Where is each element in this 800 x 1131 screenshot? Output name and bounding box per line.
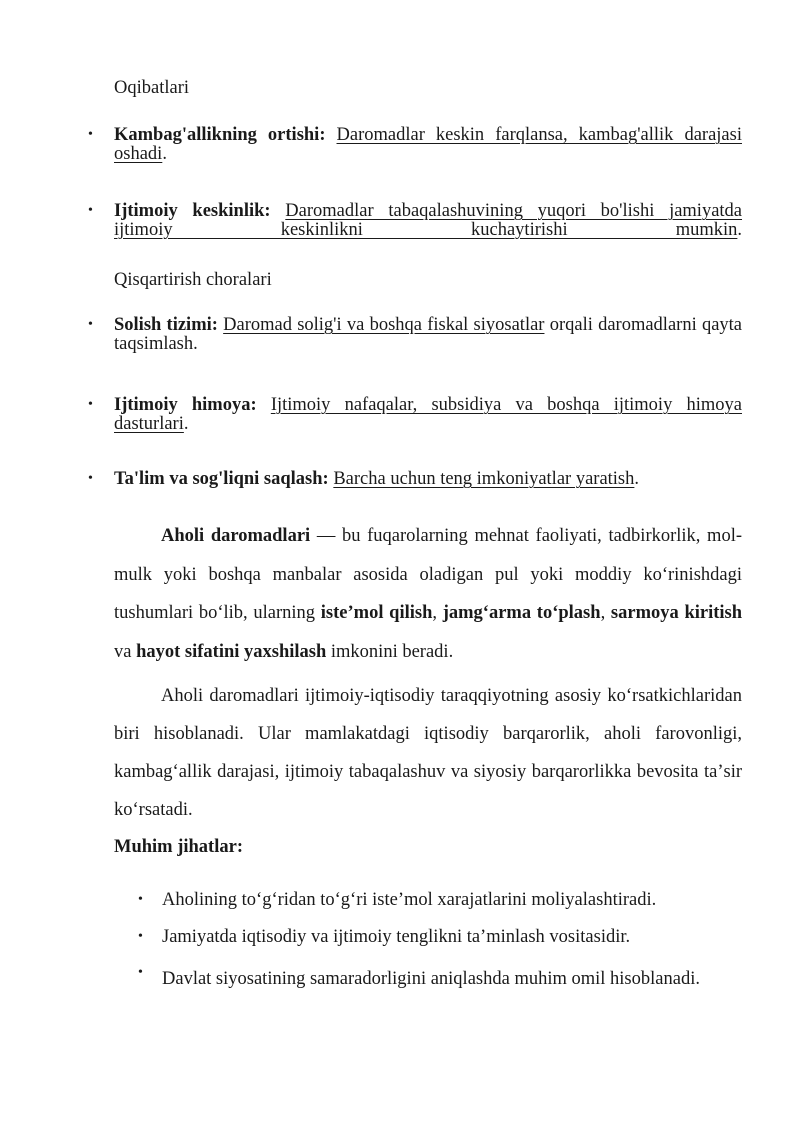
aspect-item-2: Jamiyatda iqtisodiy va ijtimoiy tenglikni taʼminlash vositasidir. — [162, 927, 631, 947]
aspect-item-3: Davlat siyosatining samaradorligini aniqlashda muhim omil hisoblanadi. — [162, 969, 700, 989]
item-link[interactable]: Daromad solig'i va boshqa fiskal siyosatlar — [223, 315, 545, 335]
paragraph-income-importance: Aholi daromadlari ijtimoiy-iqtisodiy taraqqiyotning asosiy koʻrsatkichlaridan biri hisoblanadi. Ular mamlakatdagi iqtisodiy barqarorlik, aholi farovonligi, kambagʻallik darajasi, ijtimoiy tabaqalashuv va siyosiy barqarorlikka bevosita taʼsir koʻrsatadi. — [114, 686, 742, 820]
consequences-heading: Oqibatlari — [114, 78, 190, 98]
item-label: Ijtimoiy keskinlik: — [114, 201, 271, 221]
item-link[interactable]: Ijtimoiy nafaqalar, subsidiya va boshqa ijtimoiy himoya dasturlari — [114, 395, 742, 434]
bullet: • — [138, 892, 143, 907]
measures-heading: Qisqartirish choralari — [114, 270, 272, 290]
item-label: Kambag'allikning ortishi: — [114, 125, 326, 145]
bullet: • — [88, 203, 93, 218]
item-label: Ta'lim va sog'liqni saqlash: — [114, 469, 329, 489]
paragraph-income-definition: Aholi daromadlari — bu fuqarolarning mehnat faoliyati, tadbirkorlik, mol-mulk yoki boshqa manbalar asosida oladigan pul yoki moddiy koʻrinishdagi tushumlari boʻlib, ularning isteʼmol qilish, jamgʻarma toʻplash, sarmoya kiritish va hayot sifatini yaxshilash imkonini beradi. — [114, 526, 743, 663]
item-link[interactable]: Daromadlar keskin farqlansa, kambag'allik darajasi oshadi — [114, 125, 742, 164]
consequence-item-1: Kambag'allikning ortishi: Daromadlar keskin farqlansa, kambag'allik darajasi oshadi. — [114, 125, 742, 164]
aspects-heading: Muhim jihatlar: — [114, 837, 243, 857]
consequence-item-2: Ijtimoiy keskinlik: Daromadlar tabaqalashuvining yuqori bo'lishi jamiyatda ijtimoiy keskinlikni kuchaytirishi mumkin. — [114, 201, 743, 240]
item-label: Solish tizimi: — [114, 315, 218, 335]
term-bold: Aholi daromadlari — [161, 526, 311, 546]
bullet: • — [138, 929, 143, 944]
bullet: • — [88, 471, 93, 486]
aspect-item-1: Aholining toʻgʻridan toʻgʻri isteʼmol xarajatlarini moliyalashtiradi. — [162, 890, 657, 910]
measure-item-3: Ta'lim va sog'liqni saqlash: Barcha uchun teng imkoniyatlar yaratish. — [114, 469, 640, 489]
item-link[interactable]: Daromadlar tabaqalashuvining yuqori bo'lishi jamiyatda ijtimoiy keskinlikni kuchaytirishi mumkin — [114, 201, 743, 240]
item-link[interactable]: Barcha uchun teng imkoniyatlar yaratish — [333, 469, 635, 489]
measure-item-2: Ijtimoiy himoya: Ijtimoiy nafaqalar, subsidiya va boshqa ijtimoiy himoya dasturlari. — [114, 395, 742, 434]
measure-item-1: Solish tizimi: Daromad solig'i va boshqa fiskal siyosatlar orqali daromadlarni qayta taqsimlash. — [114, 315, 743, 354]
bullet: • — [88, 127, 93, 142]
item-label: Ijtimoiy himoya: — [114, 395, 257, 415]
bullet: • — [138, 965, 143, 980]
bullet: • — [88, 317, 93, 332]
bullet: • — [88, 397, 93, 412]
